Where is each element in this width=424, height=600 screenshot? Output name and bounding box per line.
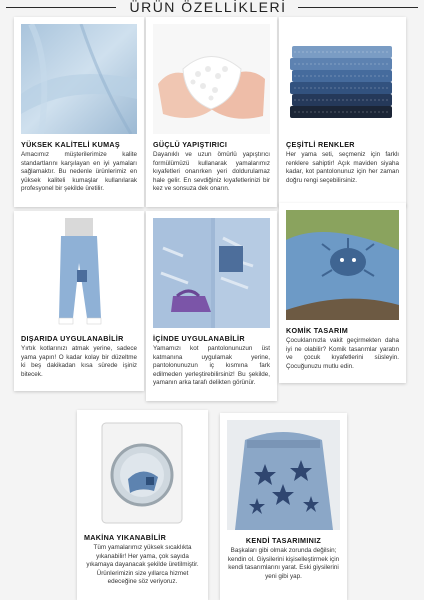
card-title: MAKİNA YIKANABİLİR [84, 533, 167, 542]
card-text: Başkaları gibi olmak zorunda değilsin; kendin ol. Giysilerini kişiselleştirmek için kendi tasarımlarını yarat. Eski giysilerini yeni gibi yap. [227, 547, 340, 580]
bug-patch-image [286, 210, 399, 320]
feature-card-adhesive [146, 17, 277, 207]
feature-card-colors [279, 17, 406, 207]
card-text: Çocuklarınızla vakit geçirmekten daha iyi ne olabilir? Komik tasarımlar yaratın ve çocuk kıyafetlerini süsleyin. Çocuğunuzu mutlu edin. [286, 337, 399, 370]
section-title: ÜRÜN ÖZELLİKLERİ [129, 0, 287, 15]
card-title: GÜÇLÜ YAPIŞTIRICI [153, 140, 228, 149]
card-title: KOMİK TASARIM [286, 326, 349, 335]
card-text: Yamamızı kot pantolonunuzun üst katmanına uygulamak yerine, pantolonunuzun iç kısmına fark edilmeden yerleştirebilirsiniz! Bu şekilde, yamanın arka tarafı delikten görünür. [153, 345, 270, 386]
feature-card-fabric [14, 17, 144, 207]
feature-card-inside [146, 211, 277, 401]
fabric-image [21, 24, 137, 134]
card-title: YÜKSEK KALİTELİ KUMAŞ [21, 140, 120, 149]
card-title: DIŞARIDA UYGULANABİLİR [21, 334, 124, 343]
card-text: Tüm yamalarımız yüksek sıcaklıkta yıkanabilir! Her yama, çok sayıda yıkamaya dayanacak şekilde üretilmiştir. Ürünlerimizin size yıllarca hizmet edeceğine söz veriyoruz. [86, 544, 199, 585]
feature-card-design [220, 413, 347, 600]
card-title: ÇEŞİTLİ RENKLER [286, 140, 355, 149]
feature-card-outside [14, 211, 144, 391]
header-rule-right [298, 7, 418, 8]
feature-card-washable [77, 410, 208, 600]
section-header [0, 0, 424, 16]
iron-jeans-image [153, 218, 270, 328]
glue-hands-image [153, 24, 270, 134]
card-text: Dayanıklı ve uzun ömürlü yapıştırıcı formülümüzü kullanarak yamalarımız kıyafetleri onarırken yeri doldurulamaz hale gelir. En sevdiğiniz kıyafetlerinizi bir kez ve sonsuza dek onarın. [153, 151, 270, 192]
header-rule-left [6, 7, 116, 8]
washing-machine-image [84, 417, 201, 527]
card-title: İÇİNDE UYGULANABİLİR [153, 334, 245, 343]
star-jacket-image [227, 420, 340, 530]
card-title: KENDİ TASARIMINIZ [245, 536, 322, 545]
card-text: Amacımız müşterilerimize kalite standartlarını karşılayan en iyi yamaları sağlamaktır. Bu nedenle ürünlerimiz en yüksek kaliteli kumaşlar kullanılarak profesyonel bir şekilde üretilir. [21, 151, 137, 192]
jeans-outside-image [21, 218, 137, 328]
denim-stack-image [286, 24, 399, 134]
card-text: Her yama seti, seçmeniz için farklı renklere sahiptir! Açık maviden siyaha kadar, kot pantolonunuz için her zaman doğru rengi seçebilirsiniz. [286, 151, 399, 184]
card-text: Yırtık kotlarınızı atmak yerine, sadece yama yapın! O kadar kolay bir düzeltme ki beş dakikadan kısa sürede işiniz bitecek. [21, 345, 137, 378]
feature-card-funny [279, 203, 406, 383]
